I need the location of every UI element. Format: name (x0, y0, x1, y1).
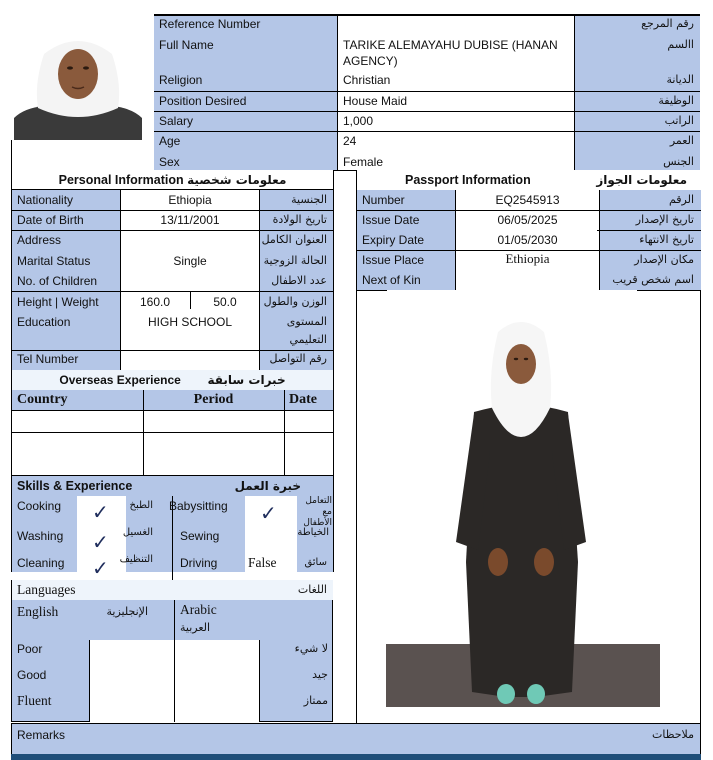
dob-label-ar: تاريخ الولادة (272, 213, 327, 226)
dob-value: 13/11/2001 (160, 213, 220, 227)
age-value: 24 (343, 134, 357, 148)
dob-label: Date of Birth (17, 213, 84, 227)
skill-babysitting-label: Babysitting (169, 499, 228, 513)
english-level-box[interactable] (89, 640, 174, 722)
height-value: 160.0 (139, 295, 171, 309)
salary-label: Salary (159, 114, 194, 128)
full-body-photo (386, 312, 660, 707)
position-desired-label-ar: الوظيفة (658, 94, 694, 107)
reference-number-label-ar: رقم المرجع (641, 17, 694, 30)
level-good-label: Good (17, 668, 47, 682)
passport-title: Passport Information معلومات الجواز (357, 170, 701, 190)
level-good-label-ar: جيد (312, 668, 328, 681)
arabic-label-ar: العربية (180, 621, 211, 634)
arabic-label: Arabic (180, 602, 217, 617)
column-period: Period (193, 392, 234, 407)
footer-bar (11, 754, 701, 760)
skill-driving-label: Driving (180, 556, 218, 570)
expiry-date-label-ar: تاريخ الانتهاء (639, 233, 694, 246)
expiry-date-value: 01/05/2030 (497, 233, 558, 247)
skill-babysitting-label-ar: التعامل مع الأطفال (303, 496, 332, 528)
arabic-level-box[interactable] (175, 640, 260, 722)
address-label: Address (17, 233, 62, 247)
skill-washing-check-icon: ✓ (92, 532, 109, 554)
skill-sewing-label-ar: الخياطة (297, 527, 329, 538)
skill-washing-label-ar: الغسيل (122, 527, 153, 538)
issue-date-value: 06/05/2025 (497, 213, 558, 227)
marital-status-value: Single (173, 254, 207, 268)
skill-cleaning-label-ar: التنظيف (119, 554, 153, 565)
level-fluent-label-ar: ممتاز (303, 694, 328, 707)
skill-washing-label: Washing (17, 529, 64, 543)
nationality-value: Ethiopia (168, 193, 212, 207)
overseas-title: Overseas Experience خبرات سابقة (12, 370, 333, 390)
full-name-value: TARIKE ALEMAYAHU DUBISE (HANAN AGENCY) (343, 38, 558, 68)
full-name-label-ar: االسم (667, 38, 694, 51)
religion-label-ar: الديانة (666, 73, 694, 86)
age-label-ar: العمر (669, 134, 694, 147)
sex-value: Female (343, 155, 384, 169)
skill-cleaning-check-icon: ✓ (92, 558, 109, 580)
level-fluent-label: Fluent (17, 693, 52, 708)
issue-date-label-ar: تاريخ الإصدار (635, 213, 694, 226)
level-poor-label: Poor (17, 642, 43, 656)
passport-number-label: Number (362, 193, 405, 207)
marital-status-label-ar: الحالة الزوجية (263, 254, 327, 267)
languages-section (11, 580, 334, 722)
age-label: Age (159, 134, 181, 148)
height-weight-label-ar: الوزن والطول (263, 295, 327, 308)
religion-value: Christian (343, 73, 391, 87)
salary-value: 1,000 (343, 114, 374, 128)
personal-info-title: Personal Information معلومات شخصية (12, 170, 333, 190)
issue-place-label: Issue Place (362, 253, 425, 267)
skill-cooking-label: Cooking (17, 499, 62, 513)
address-label-ar: العنوان الكامل (261, 233, 327, 246)
column-country: Country (17, 392, 68, 407)
skill-driving-label-ar: سائق (304, 557, 327, 568)
languages-title: Languages (17, 582, 76, 597)
languages-title-bar (12, 580, 333, 600)
sex-label: Sex (159, 155, 180, 169)
issue-place-value: Ethiopia (505, 251, 550, 266)
level-poor-label-ar: لا شيء (294, 642, 328, 655)
column-date: Date (289, 392, 317, 407)
next-of-kin-label-ar: اسم شخص قريب (612, 273, 694, 286)
children-label-ar: عدد الاطفال (271, 274, 327, 287)
headshot-photo (14, 34, 142, 140)
personal-info-section (11, 170, 334, 580)
issue-date-label: Issue Date (362, 213, 420, 227)
passport-number-label-ar: الرقم (668, 193, 694, 206)
remarks-row (11, 723, 701, 754)
skill-cooking-label-ar: الطبخ (129, 500, 153, 511)
skill-sewing-label: Sewing (180, 529, 220, 543)
education-label-ar-2: التعليمي (289, 333, 327, 346)
position-desired-label: Position Desired (159, 94, 247, 108)
religion-label: Religion (159, 73, 203, 87)
english-label: English (17, 604, 59, 619)
height-weight-label: Height | Weight (17, 295, 99, 309)
remarks-label-ar: ملاحظات (652, 728, 694, 741)
languages-title-ar: اللغات (297, 583, 327, 596)
passport-number-value: EQ2545913 (495, 193, 560, 207)
tel-number-label: Tel Number (17, 352, 79, 366)
reference-number-label: Reference Number (159, 17, 261, 31)
nationality-label-ar: الجنسية (291, 193, 327, 206)
position-desired-value: House Maid (343, 94, 408, 108)
skill-babysitting-check-icon: ✓ (260, 503, 277, 525)
skill-cooking-check-icon: ✓ (92, 502, 109, 524)
weight-value: 50.0 (213, 295, 237, 309)
full-name-label: Full Name (159, 38, 214, 52)
expiry-date-label: Expiry Date (362, 233, 425, 247)
salary-label-ar: الراتب (664, 114, 694, 127)
marital-status-label: Marital Status (17, 254, 91, 268)
skill-driving-value: False (248, 555, 277, 570)
header-table (154, 14, 700, 170)
remarks-label: Remarks (17, 728, 66, 742)
overseas-row-1 (12, 432, 333, 433)
education-label-ar-1: المستوى (286, 315, 327, 328)
education-label: Education (17, 315, 71, 329)
sex-label-ar: الجنس (663, 155, 694, 168)
issue-place-label-ar: مكان الإصدار (634, 253, 694, 266)
children-label: No. of Children (17, 274, 98, 288)
nationality-label: Nationality (17, 193, 74, 207)
skills-title-ar: خبرة العمل (234, 479, 301, 493)
english-label-ar: الإنجليزية (106, 605, 148, 618)
next-of-kin-label: Next of Kin (362, 273, 421, 287)
skills-title: Skills & Experience (17, 479, 133, 493)
education-value: HIGH SCHOOL (147, 315, 232, 329)
tel-number-label-ar: رقم التواصل (269, 352, 327, 365)
skill-cleaning-label: Cleaning (17, 556, 65, 570)
